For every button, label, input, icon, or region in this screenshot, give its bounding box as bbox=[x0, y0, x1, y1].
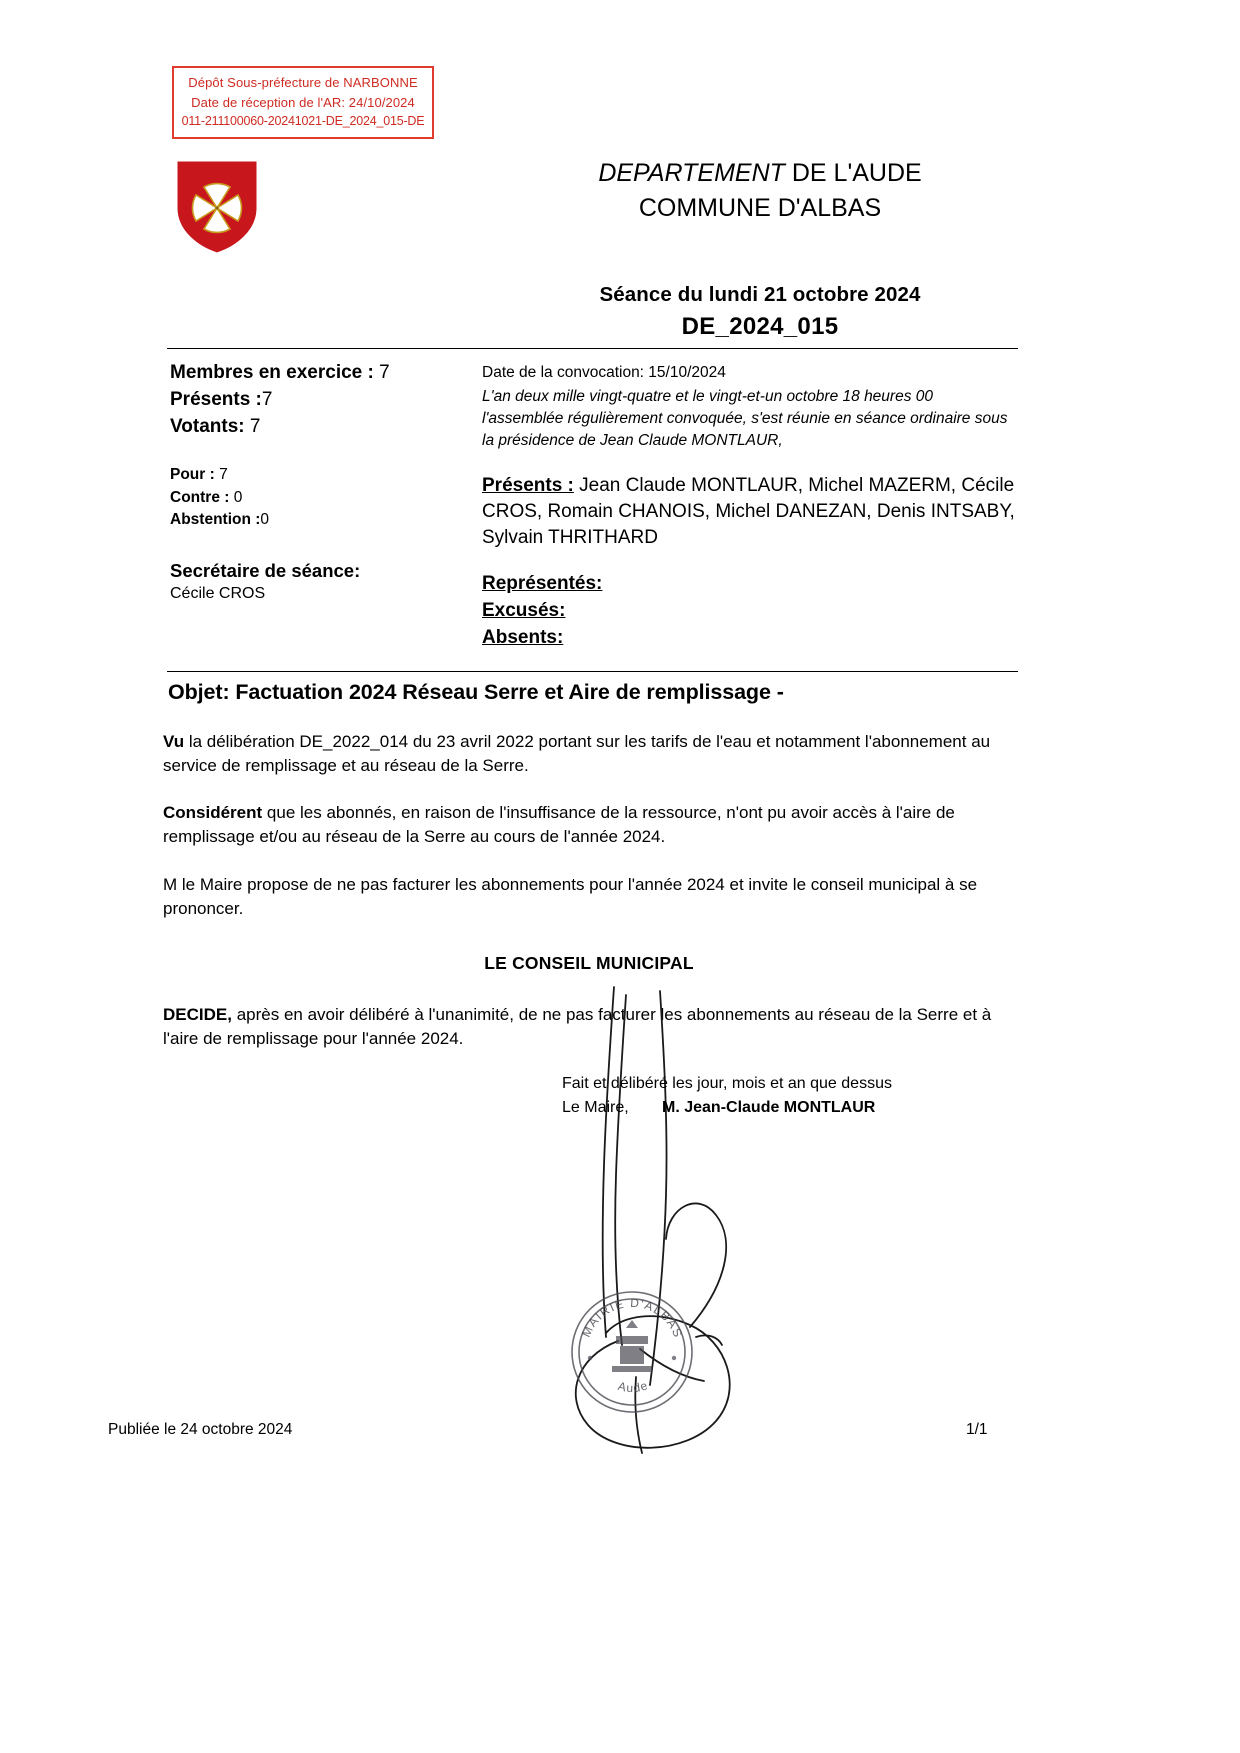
commune-line: COMMUNE D'ALBAS bbox=[638, 193, 882, 222]
members-in-office-label: Membres en exercice : bbox=[170, 362, 380, 383]
svg-text:Aude bbox=[616, 1378, 650, 1395]
maire-label: Le Maire, bbox=[562, 1099, 629, 1116]
members-in-office-value: 7 bbox=[379, 362, 390, 383]
council-heading: LE CONSEIL MUNICIPAL bbox=[484, 952, 694, 973]
signature-line-1: Fait et délibéré les jour, mois et an que dessus bbox=[562, 1075, 892, 1092]
signature-line-2 bbox=[562, 1096, 992, 1120]
vote-for-value: 7 bbox=[219, 465, 228, 483]
vote-against-row bbox=[170, 487, 470, 510]
stamp-bottom-text: Aude bbox=[616, 1377, 651, 1396]
vote-for-row bbox=[170, 464, 470, 487]
paragraph-decide-keyword: DECIDE, bbox=[163, 1004, 232, 1024]
department-word: DEPARTEMENT bbox=[598, 159, 785, 187]
attendance-status-list bbox=[482, 570, 1018, 652]
department-rest: DE L'AUDE bbox=[784, 159, 922, 187]
signature-block bbox=[562, 1072, 992, 1120]
coat-of-arms-icon bbox=[174, 158, 260, 256]
absent-label: Absents: bbox=[482, 627, 564, 649]
session-header bbox=[480, 283, 1040, 341]
presents-label: Présents : bbox=[482, 475, 574, 497]
presents-count-row bbox=[170, 387, 470, 414]
paragraph-vu-keyword: Vu bbox=[163, 732, 185, 751]
secretary-name: Cécile CROS bbox=[170, 584, 266, 602]
mairie-round-stamp bbox=[568, 1288, 696, 1416]
vote-abstention-row bbox=[170, 509, 470, 532]
session-date: Séance du lundi 21 octobre 2024 bbox=[599, 283, 921, 306]
paragraph-decide-text: après en avoir délibéré à l'unanimité, de ne pas facturer les abonnements au réseau de la Serre et à l'aire de remplissage pour l'année 2024. bbox=[163, 1004, 992, 1048]
vote-for-label: Pour : bbox=[170, 465, 220, 483]
excused-label: Excusés: bbox=[482, 600, 566, 621]
paragraph-vu-text: la délibération DE_2022_014 du 23 avril 2022 portant sur les tarifs de l'eau et notamment l'abonnement au service de remplissage et au réseau de la Serre. bbox=[163, 732, 991, 776]
divider-objet bbox=[167, 671, 1018, 672]
convocation-column bbox=[482, 362, 1018, 652]
presents-names: Jean Claude MONTLAUR, Michel MAZERM, Cécile CROS, Romain CHANOIS, Michel DANEZAN, Denis INTSABY, Sylvain THRITHARD bbox=[482, 475, 1015, 548]
vote-against-label: Contre : bbox=[170, 488, 234, 506]
stamp-top-text: MAIRIE D'ALBAS bbox=[578, 1295, 686, 1341]
attendance-column bbox=[170, 360, 470, 603]
presents-count-label: Présents : bbox=[170, 388, 262, 410]
presents-count-value: 7 bbox=[261, 388, 273, 410]
voters-count-row bbox=[170, 414, 470, 441]
convocation-date: Date de la convocation: 15/10/2024 bbox=[482, 364, 726, 381]
objet-title: Objet: Factuation 2024 Réseau Serre et Aire de remplissage - bbox=[168, 680, 784, 704]
footer-page-number: 1/1 bbox=[966, 1421, 988, 1438]
presents-block bbox=[482, 473, 1018, 550]
vote-against-value: 0 bbox=[233, 488, 243, 506]
voters-count-value: 7 bbox=[249, 415, 261, 437]
stamp-line-reception-date: Date de réception de l'AR: 24/10/2024 bbox=[191, 94, 415, 110]
header-titles bbox=[480, 156, 1040, 225]
secretary-label: Secrétaire de séance: bbox=[170, 559, 361, 581]
paragraph-considerant bbox=[163, 801, 1015, 849]
vote-abstention-label: Abstention : bbox=[170, 511, 261, 529]
svg-text:MAIRIE D'ALBAS bbox=[579, 1296, 686, 1340]
paragraph-vu bbox=[163, 730, 1015, 778]
attendance-counts bbox=[170, 360, 470, 441]
members-in-office-row bbox=[170, 360, 470, 387]
paragraph-considerant-text: que les abonnés, en raison de l'insuffisance de la ressource, n'ont pu avoir accès à l'aire de remplissage et/ou au réseau de la Serre au cours de l'année 2024. bbox=[163, 803, 955, 847]
divider-top bbox=[167, 348, 1018, 349]
secretary-block bbox=[170, 560, 470, 603]
vote-abstention-value: 0 bbox=[260, 511, 270, 529]
maire-name: M. Jean-Claude MONTLAUR bbox=[662, 1099, 876, 1116]
paragraph-decide bbox=[163, 1003, 1015, 1051]
vote-tally bbox=[170, 464, 470, 532]
paragraph-proposal: M le Maire propose de ne pas facturer les abonnements pour l'année 2024 et invite le conseil municipal à se prononcer. bbox=[163, 874, 978, 918]
convocation-paragraph: L'an deux mille vingt-quatre et le vingt-et-un octobre 18 heures 00 l'assemblée régulièrement convoquée, s'est réunie en séance ordinaire sous la présidence de Jean Claude MONTLAUR, bbox=[482, 387, 1008, 449]
department-line bbox=[480, 156, 1040, 191]
paragraph-considerant-keyword: Considérent bbox=[163, 803, 263, 823]
deliberation-number: DE_2024_015 bbox=[681, 313, 839, 340]
represented-label: Représentés: bbox=[482, 572, 603, 594]
deliberation-body bbox=[163, 730, 1015, 1074]
voters-count-label: Votants: bbox=[170, 415, 250, 437]
prefecture-deposit-stamp bbox=[172, 66, 434, 139]
stamp-line-deposit: Dépôt Sous-préfecture de NARBONNE bbox=[188, 75, 418, 90]
stamp-line-reference: 011-211100060-20241021-DE_2024_015-DE bbox=[181, 114, 425, 128]
footer-published-date: Publiée le 24 octobre 2024 bbox=[108, 1421, 293, 1438]
